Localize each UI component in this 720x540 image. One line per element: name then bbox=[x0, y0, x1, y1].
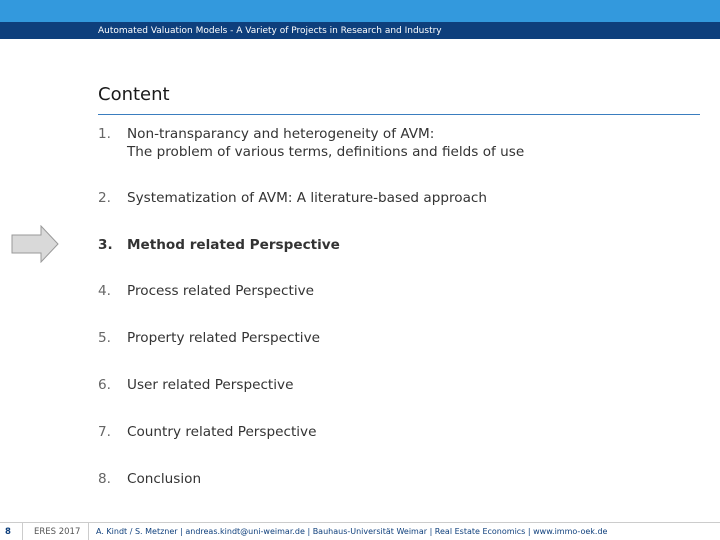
agenda-item-label: Country related Perspective bbox=[127, 424, 317, 440]
agenda-item-label: Conclusion bbox=[127, 471, 202, 487]
presentation-title: Automated Valuation Models - A Variety of Projects in Research and Industry bbox=[98, 26, 442, 36]
agenda-item-number: 7. bbox=[98, 424, 111, 440]
agenda-item-number: 6. bbox=[98, 377, 111, 393]
agenda-item-label-line2: The problem of various terms, definitions and fields of use bbox=[127, 144, 525, 160]
title-divider bbox=[98, 114, 700, 115]
footer-separator bbox=[22, 523, 23, 540]
agenda-item-label: Method related Perspective bbox=[127, 237, 340, 253]
agenda-item-label: Process related Perspective bbox=[127, 283, 315, 299]
agenda-item-label: Non-transparancy and heterogeneity of AVM: bbox=[127, 126, 435, 142]
agenda-item-number: 1. bbox=[98, 126, 111, 142]
page-title: Content bbox=[98, 84, 170, 105]
agenda-item-label: User related Perspective bbox=[127, 377, 294, 393]
right-arrow-icon bbox=[11, 225, 59, 263]
agenda-item-number: 2. bbox=[98, 190, 111, 206]
page-number: 8 bbox=[5, 527, 11, 537]
agenda-item-label: Systematization of AVM: A literature-based approach bbox=[127, 190, 487, 206]
footer-event: ERES 2017 bbox=[34, 527, 81, 537]
agenda-item-label: Property related Perspective bbox=[127, 330, 320, 346]
agenda-item-number: 5. bbox=[98, 330, 111, 346]
footer-divider bbox=[0, 522, 720, 523]
footer-contact-info: A. Kindt / S. Metzner | andreas.kindt@uni-weimar.de | Bauhaus-Universität Weimar | Real Estate Economics | www.immo-oek.de bbox=[96, 527, 608, 536]
agenda-item-number: 4. bbox=[98, 283, 111, 299]
agenda-item-number: 8. bbox=[98, 471, 111, 487]
footer-separator bbox=[88, 523, 89, 540]
header-top-stripe bbox=[0, 0, 720, 22]
agenda-item-number: 3. bbox=[98, 237, 113, 253]
